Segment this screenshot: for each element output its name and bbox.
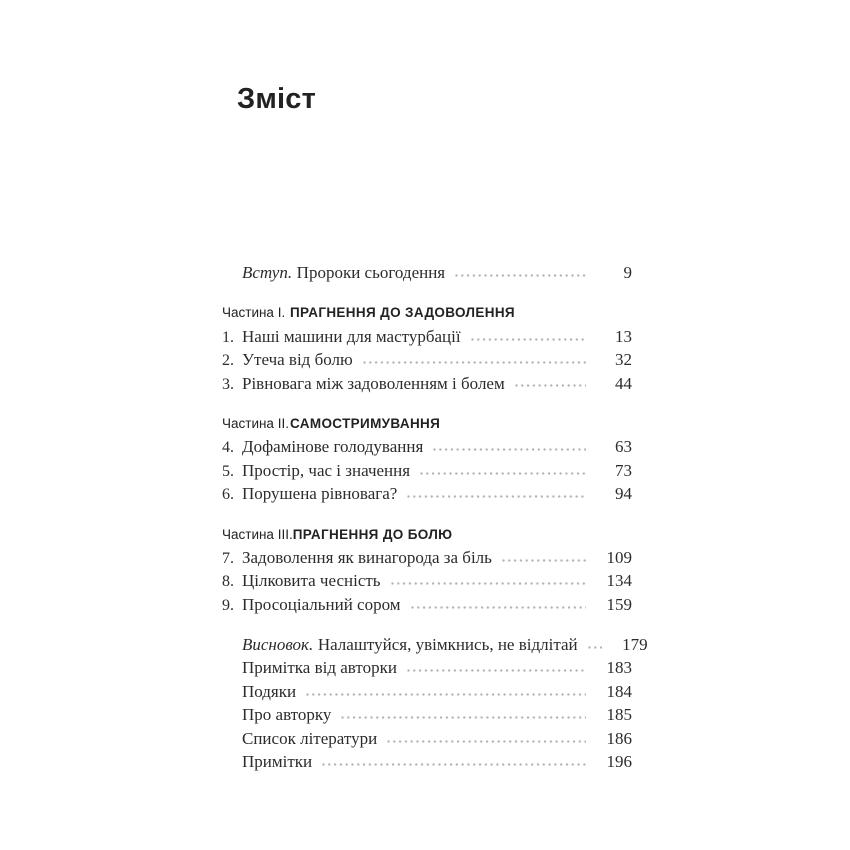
dot-leader xyxy=(515,384,586,387)
entry-page-number: 183 xyxy=(606,658,632,678)
entry-label-text: Утеча від болю xyxy=(242,350,353,370)
toc-entry-row xyxy=(222,750,632,773)
entry-label xyxy=(242,372,505,395)
dot-leader xyxy=(407,495,586,498)
dot-leader xyxy=(387,740,586,743)
entry-label-italic-prefix: Висновок. xyxy=(242,635,314,655)
entry-label xyxy=(242,750,312,773)
entry-label xyxy=(242,593,401,616)
dot-leader xyxy=(588,646,602,649)
entry-label xyxy=(242,459,410,482)
chapter-number: 2. xyxy=(222,352,234,370)
toc-entry-row xyxy=(222,372,632,395)
table-of-contents xyxy=(222,261,648,773)
entry-label xyxy=(242,435,423,458)
toc-part-heading xyxy=(222,301,632,324)
entry-page-number: 134 xyxy=(606,571,632,591)
chapter-number: 8. xyxy=(222,573,234,591)
entry-label-italic-prefix: Вступ. xyxy=(242,263,293,282)
entry-label-text: Примітка від авторки xyxy=(242,658,397,678)
toc-entry-row xyxy=(222,261,632,284)
entry-page-number: 44 xyxy=(615,373,632,393)
entry-page-number: 63 xyxy=(615,437,632,457)
dot-leader xyxy=(471,338,586,341)
dot-leader xyxy=(433,448,586,451)
toc-entry-row xyxy=(222,593,632,616)
entry-label xyxy=(242,656,397,679)
dot-leader xyxy=(322,763,586,766)
dot-leader xyxy=(411,606,586,609)
toc-entry-row xyxy=(222,482,632,505)
dot-leader xyxy=(341,716,586,719)
toc-entry-row xyxy=(222,703,632,726)
entry-page-number: 159 xyxy=(606,594,632,614)
chapter-number: 4. xyxy=(222,439,234,457)
page-title: Зміст xyxy=(237,83,317,115)
entry-label-text: Цілковита чесність xyxy=(242,571,381,591)
chapter-number: 3. xyxy=(222,375,234,393)
entry-label-text: Дофамінове голодування xyxy=(242,437,424,457)
chapter-number: 1. xyxy=(222,328,234,346)
dot-leader xyxy=(363,361,586,364)
dot-leader xyxy=(407,669,586,672)
toc-entry-row xyxy=(222,656,632,679)
entry-label-text: Примітки xyxy=(242,752,313,772)
entry-label xyxy=(242,261,445,284)
entry-label-text: Простір, час і значення xyxy=(242,460,411,480)
toc-part-heading xyxy=(222,412,632,435)
toc-entry-row xyxy=(222,680,632,703)
dot-leader xyxy=(502,559,586,562)
toc-entry-row xyxy=(222,459,632,482)
entry-page-number: 13 xyxy=(615,326,632,346)
entry-label xyxy=(242,348,353,371)
entry-label xyxy=(242,727,377,750)
entry-label xyxy=(242,546,492,569)
entry-page-number: 73 xyxy=(615,460,632,480)
entry-page-number: 32 xyxy=(615,350,632,370)
toc-entry-row xyxy=(222,569,632,592)
entry-page-number: 186 xyxy=(606,728,632,748)
chapter-number: 6. xyxy=(222,486,234,504)
entry-label xyxy=(242,680,296,703)
entry-page-number: 184 xyxy=(606,681,632,701)
entry-page-number: 179 xyxy=(622,635,648,655)
chapter-number: 9. xyxy=(222,596,234,614)
entry-label-text: Про авторку xyxy=(242,705,332,725)
toc-entry-row xyxy=(222,546,632,569)
part-title: ПРАГНЕННЯ ДО БОЛЮ xyxy=(292,526,453,542)
entry-label xyxy=(242,633,578,656)
entry-page-number: 196 xyxy=(606,752,632,772)
entry-page-number: 185 xyxy=(606,705,632,725)
dot-leader xyxy=(420,472,586,475)
dot-leader xyxy=(455,274,586,277)
chapter-number: 5. xyxy=(222,462,234,480)
toc-entry-row xyxy=(222,435,632,458)
toc-entry-row xyxy=(222,633,648,656)
entry-label-text: Просоціальний сором xyxy=(242,594,401,614)
dot-leader xyxy=(306,693,586,696)
entry-label xyxy=(242,325,461,348)
entry-label-text: Список літератури xyxy=(242,728,378,748)
toc-entry-row xyxy=(222,727,632,750)
entry-label-text: Порушена рівновага? xyxy=(242,484,398,504)
chapter-number: 7. xyxy=(222,549,234,567)
entry-label-text: Рівновага між задоволенням і болем xyxy=(242,373,505,393)
toc-entry-row xyxy=(222,325,632,348)
part-number-label: Частина III. xyxy=(222,526,293,542)
entry-label xyxy=(242,482,397,505)
entry-label xyxy=(242,569,381,592)
entry-label-text: Наші машини для мастурбації xyxy=(242,326,461,346)
entry-page-number: 9 xyxy=(623,263,632,282)
entry-label-text: Подяки xyxy=(242,681,297,701)
toc-part-heading xyxy=(222,523,632,546)
toc-entry-row xyxy=(222,348,632,371)
part-number-label: Частина II. xyxy=(222,415,289,431)
entry-label-text: Пророки сьогодення xyxy=(296,263,446,282)
entry-label-text: Задоволення як винагорода за біль xyxy=(242,547,492,567)
entry-label-text: Налаштуйся, увімкнись, не відлітай xyxy=(317,635,578,655)
part-title: ПРАГНЕННЯ ДО ЗАДОВОЛЕННЯ xyxy=(290,305,515,321)
part-number-label: Частина I. xyxy=(222,305,286,321)
part-title: САМОСТРИМУВАННЯ xyxy=(290,415,441,431)
entry-page-number: 109 xyxy=(606,547,632,567)
entry-page-number: 94 xyxy=(615,484,632,504)
dot-leader xyxy=(391,582,586,585)
entry-label xyxy=(242,703,331,726)
